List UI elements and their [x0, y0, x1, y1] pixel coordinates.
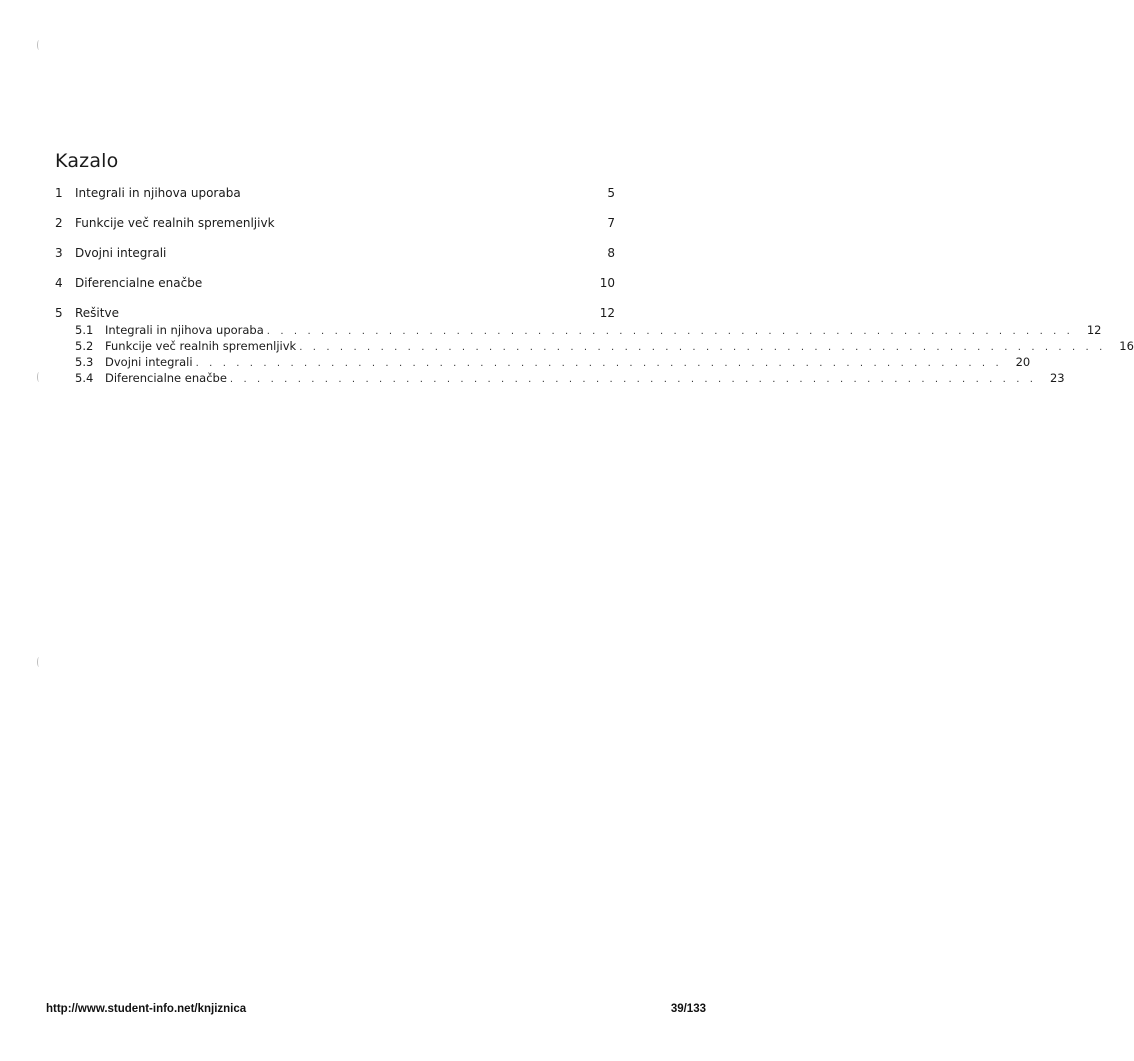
toc-subentry-number: 5.3 — [75, 355, 94, 369]
toc-entry-page: 10 — [599, 276, 615, 290]
toc-entry-title: Integrali in njihova uporaba — [75, 186, 241, 200]
toc-entry-page: 12 — [599, 306, 615, 320]
dot-leader: . . . . . . . . . . . . . . . . . . . . . . . . . . . . . . . . . . . . . . . . . . . . . . . . . . . . . . . . . . . . — [195, 358, 1003, 369]
table-of-contents — [55, 186, 1134, 386]
toc-entry-number: 3 — [55, 246, 63, 260]
toc-subentry-title: Integrali in njihova uporaba — [105, 323, 264, 337]
toc-entry-title: Diferencialne enačbe — [75, 276, 203, 290]
toc-entry-title: Dvojni integrali — [75, 246, 167, 260]
dot-leader: . . . . . . . . . . . . . . . . . . . . . . . . . . . . . . . . . . . . . . . . . . . . . . . . . . . . . . . . . . . . — [299, 342, 1106, 353]
toc-subentry-number: 5.2 — [75, 339, 94, 353]
punch-hole-mark — [37, 40, 41, 50]
toc-subentry-title: Funkcije več realnih spremenljivk — [105, 339, 297, 353]
toc-subentry[interactable] — [75, 338, 1134, 354]
footer-page-counter: 39/133 — [670, 1003, 706, 1015]
toc-entry-page: 7 — [607, 216, 615, 230]
toc-subentry[interactable] — [75, 354, 1031, 370]
punch-hole-mark — [37, 657, 41, 667]
toc-heading: Kazalo — [55, 150, 119, 172]
toc-entry[interactable] — [55, 276, 615, 292]
toc-entry-number: 2 — [55, 216, 63, 230]
toc-subentry-page: 23 — [1049, 371, 1065, 385]
toc-subentry-page: 12 — [1086, 323, 1102, 337]
toc-subentry-number: 5.1 — [75, 323, 94, 337]
toc-subentry-number: 5.4 — [75, 371, 94, 385]
toc-entry-number: 5 — [55, 306, 63, 320]
toc-entry-number: 1 — [55, 186, 63, 200]
dot-leader: . . . . . . . . . . . . . . . . . . . . . . . . . . . . . . . . . . . . . . . . . . . . . . . . . . . . . . . . . . . . — [266, 326, 1074, 337]
punch-hole-mark — [37, 372, 41, 382]
toc-entry-page: 8 — [607, 246, 615, 260]
toc-subsection-list — [75, 322, 1134, 386]
toc-subentry-page: 16 — [1119, 339, 1134, 353]
toc-entry-title: Funkcije več realnih spremenljivk — [75, 216, 275, 230]
toc-subentry-title: Diferencialne enačbe — [105, 371, 227, 385]
toc-entry-number: 4 — [55, 276, 63, 290]
toc-subentry-title: Dvojni integrali — [105, 355, 193, 369]
toc-entry[interactable] — [55, 216, 615, 232]
toc-subentry-page: 20 — [1015, 355, 1031, 369]
toc-subentry[interactable] — [75, 370, 1065, 386]
dot-leader: . . . . . . . . . . . . . . . . . . . . . . . . . . . . . . . . . . . . . . . . . . . . . . . . . . . . . . . . . . . . — [229, 374, 1037, 385]
toc-entry-page: 5 — [607, 186, 615, 200]
footer-url[interactable]: http://www.student-info.net/knjiznica — [46, 1003, 247, 1015]
toc-entry[interactable] — [55, 246, 615, 262]
toc-subentry[interactable] — [75, 322, 1102, 338]
toc-entry-title: Rešitve — [75, 306, 119, 320]
toc-entry[interactable] — [55, 186, 615, 202]
toc-entry[interactable] — [55, 306, 615, 322]
